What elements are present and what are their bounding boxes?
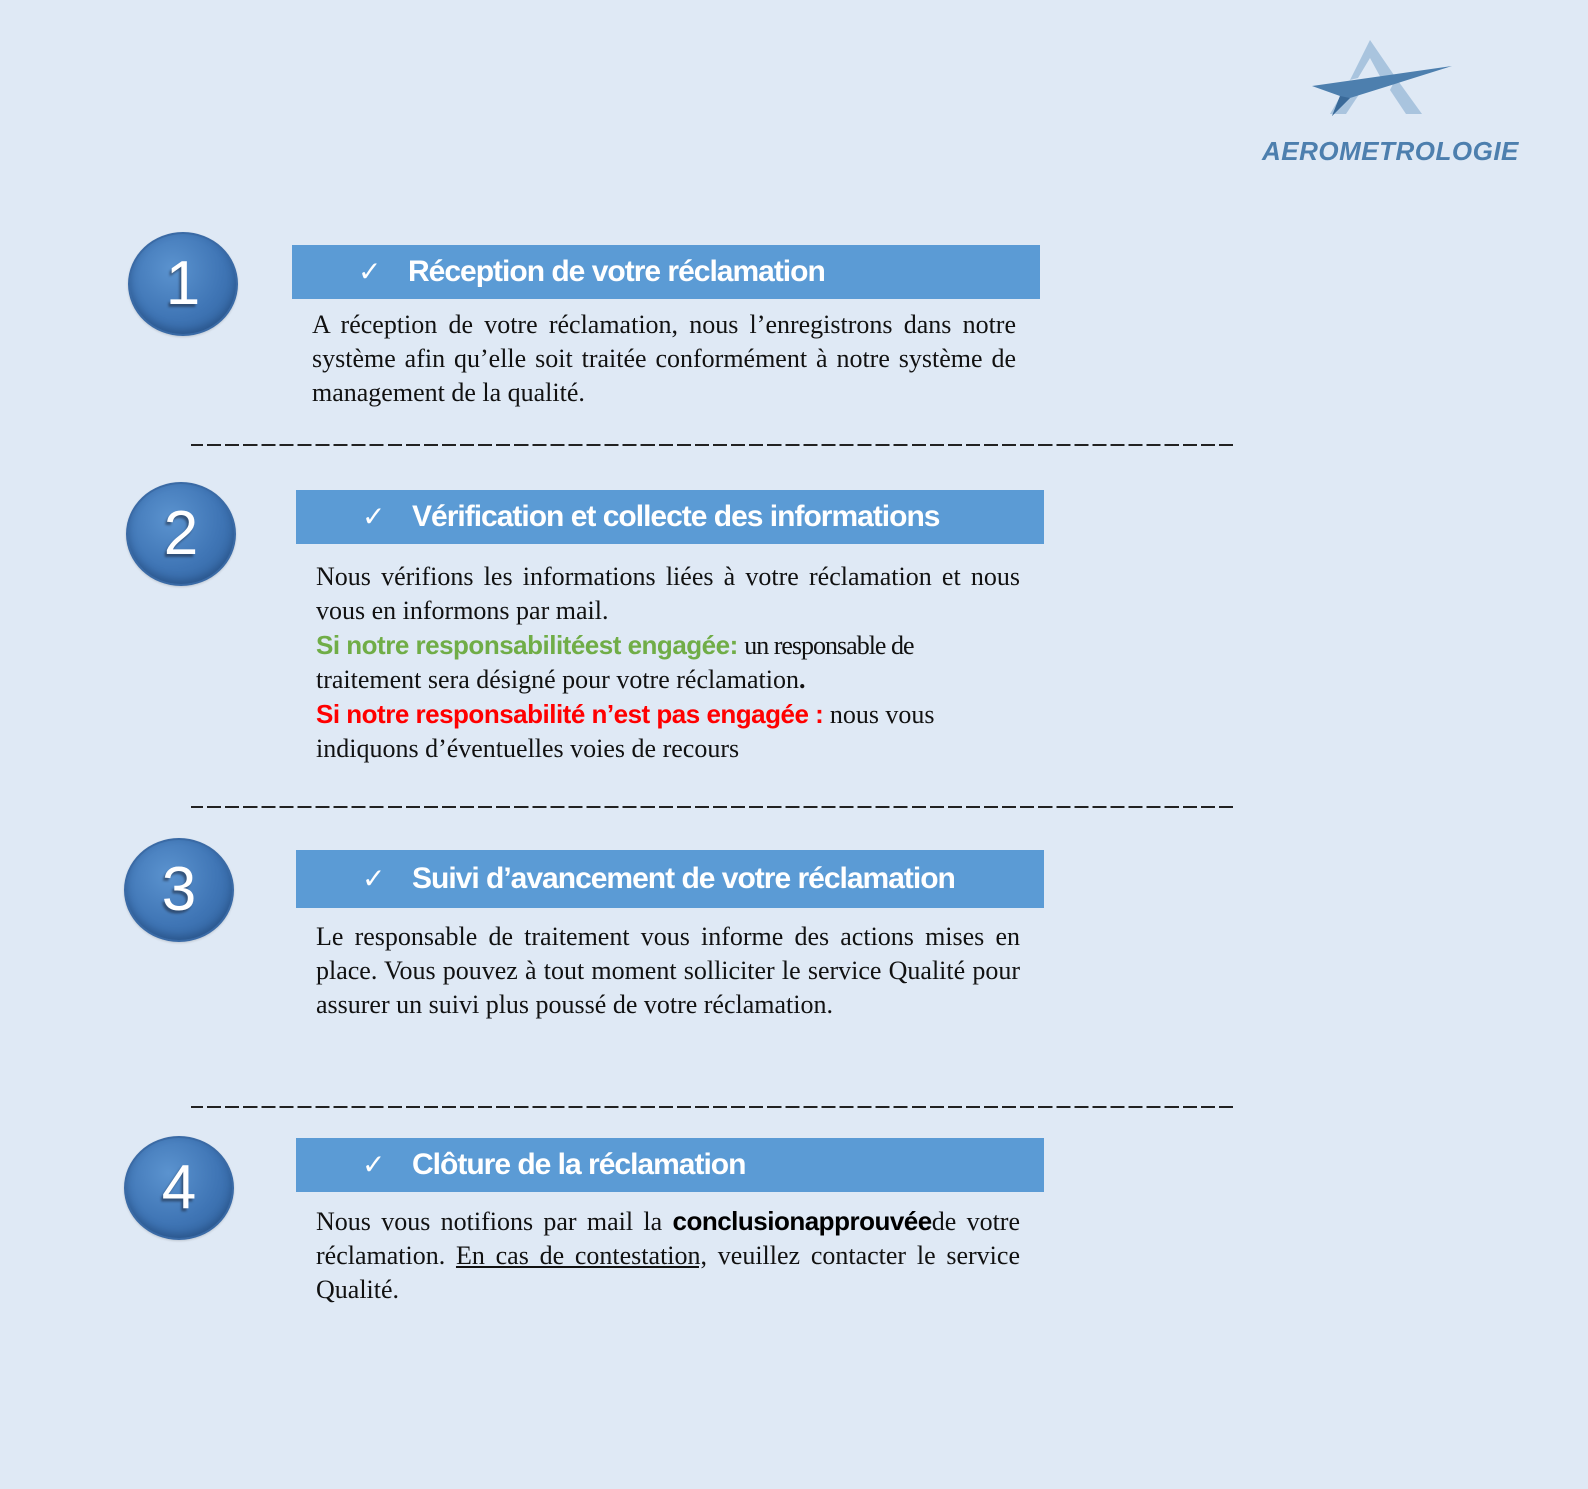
step-text-4 (316, 1204, 1020, 1307)
step-number-badge-1: 1 (128, 232, 238, 336)
step-banner-3 (296, 850, 1044, 908)
responsibility-engaged-text: un responsable de (744, 631, 914, 660)
responsibility-not-engaged-text-cont: indiquons d’éventuelles voies de recours (316, 734, 740, 763)
step-title-1: Réception de votre réclamation (408, 255, 825, 288)
contestation-note: En cas de contestation, (455, 1241, 708, 1270)
step-number-badge-2: 2 (126, 482, 236, 586)
step-banner-2 (296, 490, 1044, 544)
responsibility-engaged-text-cont: traitement sera désigné pour votre réclamation (316, 665, 799, 694)
step-banner-1 (292, 245, 1040, 299)
dashed-divider (191, 444, 1236, 446)
step-title-4: Clôture de la réclamation (412, 1148, 746, 1181)
responsibility-not-engaged-text: nous vous (829, 700, 935, 729)
step-number-badge-4: 4 (124, 1136, 234, 1240)
step-4-text-end: veuillez contacter le service Qualité. (316, 1241, 1020, 1304)
delta-wing-icon (1310, 38, 1470, 128)
dashed-divider (191, 806, 1236, 808)
step-text-2 (316, 560, 1020, 766)
check-icon: ✓ (362, 501, 386, 532)
step-number-badge-3: 3 (124, 838, 234, 942)
step-4-text-middle: de votre réclamation. (316, 1207, 1020, 1270)
step-text-3: Le responsable de traitement vous informe des actions mises en place. Vous pouvez à tout moment solliciter le service Qualité pour assurer un suivi plus poussé de votre réclamation. (316, 922, 1020, 1019)
dashed-divider (191, 1106, 1236, 1108)
step-4-text-start: Nous vous notifions par mail la (316, 1207, 673, 1236)
responsibility-engaged-label: Si notre responsabilitéest engagée: (316, 630, 738, 660)
step-title-3: Suivi d’avancement de votre réclamation (412, 862, 955, 895)
check-icon: ✓ (362, 1149, 386, 1180)
check-icon: ✓ (358, 256, 382, 287)
approved-conclusion-label: conclusionapprouvée (672, 1206, 932, 1236)
step-title-2: Vérification et collecte des informations (412, 500, 940, 533)
step-banner-4 (296, 1138, 1044, 1192)
period: . (798, 665, 806, 694)
company-logo (1262, 38, 1522, 168)
step-text-1: A réception de votre réclamation, nous l’enregistrons dans notre système afin qu’elle soit traitée conformément à notre système de management de la qualité. (312, 310, 1016, 407)
check-icon: ✓ (362, 863, 386, 894)
step-2-intro: Nous vérifions les informations liées à votre réclamation et nous vous en informons par mail. (316, 562, 1020, 625)
company-name: AEROMETROLOGIE (1262, 136, 1519, 166)
responsibility-not-engaged-label: Si notre responsabilité n’est pas engagée : (316, 699, 824, 729)
